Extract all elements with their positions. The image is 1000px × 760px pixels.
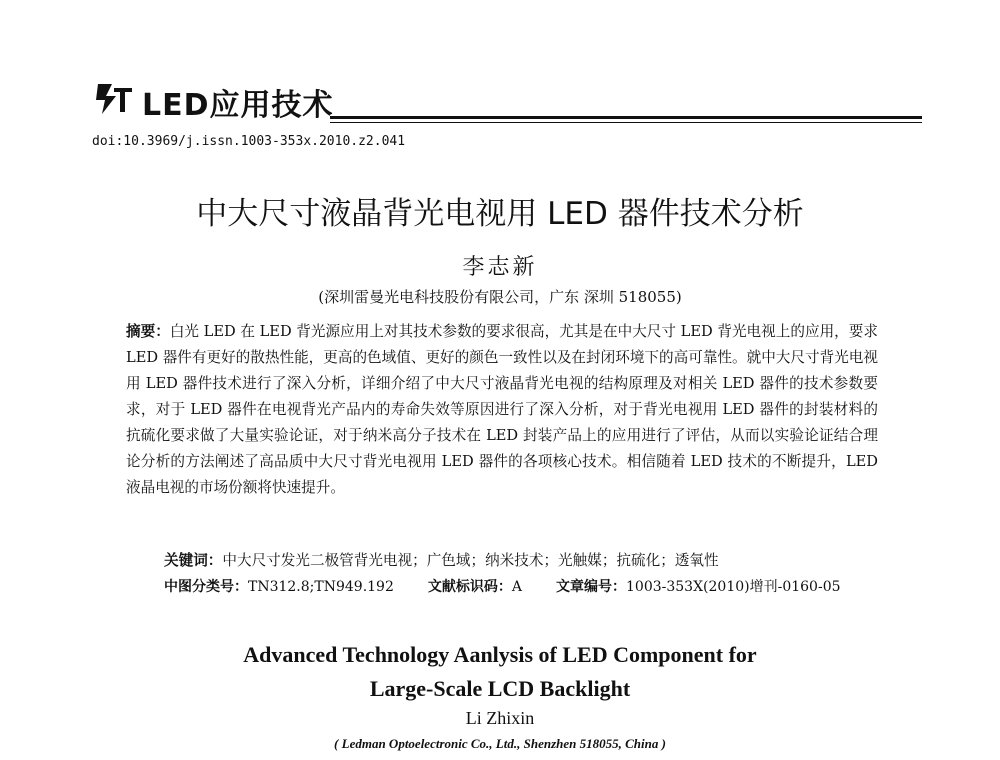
affiliation-en: ( Ledman Optoelectronic Co., Ltd., Shenzhen 518055, China ) — [334, 736, 666, 751]
journal-logo-text: LED应用技术 — [142, 88, 334, 123]
journal-header — [92, 78, 922, 128]
header-rule-thick — [330, 116, 922, 119]
paper-title-en-line2: Large-Scale LCD Backlight — [369, 676, 631, 701]
paper-title-en-line1: Advanced Technology Aanlysis of LED Component for — [243, 642, 757, 667]
affiliation-cn: (深圳雷曼光电科技股份有限公司，广东 深圳 518055) — [318, 288, 682, 306]
keywords-label: 关键词： — [164, 552, 223, 569]
header-rule-thin — [330, 122, 922, 123]
author-en: Li Zhixin — [465, 708, 535, 728]
journal-logo-icon — [92, 78, 136, 118]
abstract-text: 白光 LED 在 LED 背光源应用上对其技术参数的要求很高，尤其是在中大尺寸 LED 背光电视上的应用，要求 LED 器件有更好的散热性能，更高的色域值、更好的颜色一致性以及在封闭环境下的高可靠性。就中大尺寸背光电视用 LED 器件技术进行了深入分析，详细介绍了中大尺寸液晶背光电视的结构原理及对相关 LED 器件的技术参数要求，对于 LED 器件在电视背光产品内的寿命失效等原因进行了深入分析，对于背光电视用 LED 器件的封装材料的抗硫化要求做了大量实验论证，对于纳米高分子技术在 LED 封装产品上的应用进行了评估，从而以实验论证结合理论分析的方法阐述了高品质中大尺寸背光电视用 LED 器件的各项核心技术。相信随着 LED 技术的不断提升，LED 液晶电视的市场份额将快速提升。 — [126, 323, 878, 496]
article-number-label: 文章编号： — [556, 579, 626, 595]
doi-line: doi:10.3969/j.issn.1003-353x.2010.z2.041 — [92, 134, 406, 149]
classification-line — [164, 576, 841, 596]
article-number-value: 1003-353X(2010)增刊-0160-05 — [626, 579, 841, 595]
clc-label: 中图分类号： — [164, 579, 248, 595]
paper-title-cn: 中大尺寸液晶背光电视用 LED 器件技术分析 — [196, 196, 804, 232]
keywords-text: 中大尺寸发光二极管背光电视；广色域；纳米技术；光触媒；抗硫化；透氧性 — [222, 552, 719, 569]
doc-code-value: A — [511, 579, 522, 595]
author-cn: 李志新 — [462, 255, 538, 280]
abstract-label: 摘要： — [126, 323, 170, 340]
abstract-cn — [126, 319, 878, 501]
paper-title-en — [0, 638, 1000, 706]
keywords-cn — [164, 549, 719, 570]
doc-code-label: 文献标识码： — [427, 579, 512, 595]
clc-value: TN312.8;TN949.192 — [248, 579, 394, 595]
